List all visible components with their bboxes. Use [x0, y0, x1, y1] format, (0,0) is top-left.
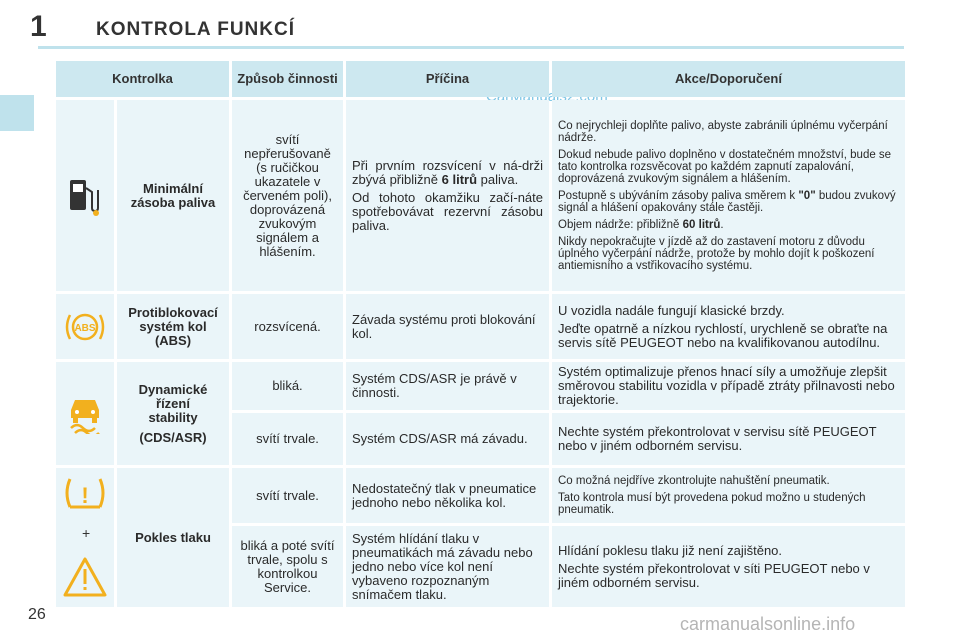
fuel-action-3a: Postupně s ubýváním zásoby paliva směrem k [558, 189, 796, 202]
chapter-number: 1 [30, 10, 47, 43]
tyre-action-a2: Tato kontrola musí být provedena pokud možno u studených pneumatik. [558, 492, 866, 516]
abs-cause-text: Závada systému proti blokování kol. [352, 311, 536, 341]
stability-mode-steady: svítí trvale. [232, 413, 343, 465]
abs-name [117, 294, 229, 359]
abs-action-2: Jeďte opatrně a nízkou rychlostí, urychleně se obraťte na servis sítě PEUGEOT nebo na kvalifikovanou autodílnu. [558, 320, 888, 350]
fuel-action-5: Nikdy nepokračujte v jízdě až do zastavení motoru z důvodu úplného vyčerpání nádrže, protože by mohlo dojít k poškození antiemisního a vstřikovacího systému. [558, 235, 875, 272]
fuel-cause-text-3: Od tohoto okamžiku začí-náte spotřebovávat rezervní zásobu paliva. [352, 189, 543, 233]
stability-name-abbr: (CDS/ASR) [139, 429, 207, 445]
fuel-cause-text-1: Při prvním rozsvícení v ná-drži zbývá přibližně [352, 157, 543, 187]
abs-warning-icon [56, 294, 114, 359]
tyre-action-blink [552, 526, 905, 607]
fuel-name-text: Minimální zásoba paliva [130, 180, 216, 210]
fuel-cause-bold: 6 litrů [441, 171, 478, 187]
abs-cause [346, 294, 549, 359]
tyre-action-a1: Co možná nejdříve zkontrolujte nahuštění pneumatik. [558, 475, 830, 487]
fuel-cause-text-2: paliva. [480, 171, 519, 187]
fuel-action-3b: "0" [798, 189, 816, 202]
tyre-icon-text: ! [81, 482, 89, 508]
abs-action [552, 294, 905, 359]
stability-action-b-text: Nechte systém překontrolovat v servisu sítě PEUGEOT nebo v jiném odborném servisu. [558, 424, 877, 453]
header-rule [38, 46, 904, 49]
tyre-cause-a-text: Nedostatečný tlak v pneumatice jednoho nebo několika kol. [352, 480, 537, 510]
tyre-cause-b-text: Systém hlídání tlaku v pneumatikách má závadu nebo jedno nebo více kol není vybaveno rozpoznaným snímačem tlaku. [352, 530, 533, 602]
stability-cause-blink [346, 362, 549, 410]
tyre-cause-blink [346, 526, 549, 607]
footer-watermark: carmanualsonline.info [680, 614, 856, 634]
stability-cause-a-text: Systém CDS/ASR je právě v činnosti. [352, 371, 517, 400]
stability-mode-blink: bliká. [232, 362, 343, 410]
col-header-kontrolka: Kontrolka [56, 61, 229, 97]
col-header-zpusob: Způsob činnosti [232, 61, 343, 97]
tyre-mode-steady: svítí trvale. [232, 468, 343, 523]
fuel-warning-name [117, 100, 229, 291]
stability-action-steady [552, 413, 905, 465]
warning-lights-table [56, 61, 905, 607]
fuel-warning-icon [56, 100, 114, 291]
fuel-action-4c: . [720, 218, 724, 231]
fuel-action-3c: budou zvukový signál a hlášení opakovány stále častěji. [558, 189, 896, 214]
fuel-action [552, 100, 905, 291]
fuel-mode: svítí nepřerušovaně (s ručičkou ukazatele v červeném poli), doprovázená zvukovým signálem a hlášením. [232, 100, 343, 291]
chapter-tab [0, 95, 34, 131]
tyre-name-text: Pokles tlaku [135, 529, 211, 545]
tyre-action-steady [552, 468, 905, 523]
plus-sign: + [82, 525, 91, 541]
fuel-action-4a: Objem nádrže: přibližně [558, 218, 680, 231]
page-number: 26 [28, 606, 46, 623]
stability-warning-icon [56, 362, 114, 465]
stability-cause-steady [346, 413, 549, 465]
tyre-action-b2: Nechte systém překontrolovat v síti PEUGEOT nebo v jiném odborném servisu. [558, 560, 870, 590]
abs-mode: rozsvícená. [232, 294, 343, 359]
abs-name-text: Protiblokovací systém kol (ABS) [128, 304, 218, 348]
stability-name-text: Dynamické řízení stability [138, 381, 208, 425]
fuel-cause [346, 100, 549, 291]
stability-action-blink [552, 362, 905, 410]
abs-icon-text: ABS [74, 322, 96, 334]
chapter-title: KONTROLA FUNKCÍ [96, 19, 295, 40]
tyre-name [117, 468, 229, 607]
tyre-mode-blink: bliká a poté svítí trvale, spolu s kontrolkou Service. [232, 526, 343, 607]
col-header-akce: Akce/Doporučení [552, 61, 905, 97]
tyre-cause-steady [346, 468, 549, 523]
abs-action-1: U vozidla nadále fungují klasické brzdy. [558, 302, 785, 318]
stability-action-a-text: Systém optimalizuje přenos hnací síly a umožňuje zlepšit směrovou stabilitu vozidla v případě ztráty přilnavosti nebo trajektorie. [558, 364, 895, 407]
col-header-pricina: Příčina [346, 61, 549, 97]
stability-cause-b-text: Systém CDS/ASR má závadu. [352, 431, 528, 446]
fuel-action-1: Co nejrychleji doplňte palivo, abyste zabránili úplnému vyčerpání nádrže. [558, 119, 888, 144]
tyre-action-b1: Hlídání poklesu tlaku již není zajištěno. [558, 542, 783, 558]
fuel-action-4b: 60 litrů [682, 218, 721, 231]
stability-name [117, 362, 229, 465]
fuel-action-2: Dokud nebude palivo doplněno v dostatečném množství, bude se tato kontrolka rozsvěcovat po každém zapnutí zapalování, doprovázená zvukovým signálem a hlášením. [558, 148, 892, 185]
